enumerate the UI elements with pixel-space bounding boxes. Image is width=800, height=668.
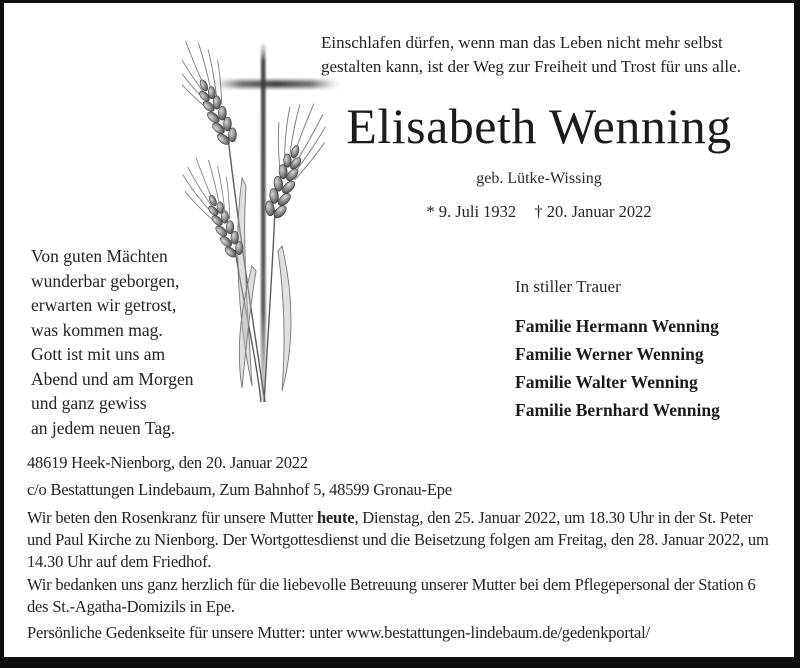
- poem-line: Abend und am Morgen: [31, 368, 194, 389]
- life-dates: [304, 202, 774, 222]
- family-name: Familie Werner Wenning: [515, 344, 704, 364]
- obituary-paper: [4, 3, 794, 657]
- rosary-text-start: Wir beten den Rosenkranz für unsere Mutter: [27, 508, 317, 527]
- thanks-paragraph: Wir bedanken uns ganz herzlich für die liebevolle Betreuung unserer Mutter bei dem Pflegepersonal der Station 6 des St.-Agatha-Domizils in Epe.: [27, 575, 756, 616]
- maiden-name: geb. Lütke-Wissing: [476, 170, 602, 187]
- poem-line: was kommen mag.: [31, 319, 163, 340]
- deceased-name: Elisabeth Wenning: [346, 98, 732, 154]
- poem-line: und ganz gewiss: [31, 393, 147, 413]
- family-list: [515, 312, 775, 424]
- poem-line: an jedem neuen Tag.: [31, 417, 176, 438]
- poem: [31, 244, 221, 440]
- poem-line: Gott ist mit uns am: [31, 344, 166, 364]
- epigraph-line: Einschlafen dürfen, wenn man das Leben nicht mehr selbst: [321, 33, 723, 52]
- birth-date: * 9. Juli 1932: [426, 202, 517, 221]
- mourning-section: [515, 277, 775, 424]
- rosary-text-bold: heute: [316, 508, 355, 527]
- poem-line: erwarten wir getrost,: [31, 295, 177, 315]
- care-of-address: c/o Bestattungen Lindebaum, Zum Bahnhof 5, 48599 Gronau-Epe: [27, 480, 452, 499]
- memorial-page-note: Persönliche Gedenkseite für unsere Mutter: unter www.bestattungen-lindebaum.de/gedenkportal/: [27, 623, 650, 642]
- poem-line: wunderbar geborgen,: [31, 270, 180, 291]
- family-name: Familie Hermann Wenning: [515, 316, 719, 336]
- family-name: Familie Bernhard Wenning: [515, 400, 720, 420]
- death-date: † 20. Januar 2022: [534, 202, 652, 221]
- poem-line: Von guten Mächten: [31, 246, 168, 266]
- family-name: Familie Walter Wenning: [515, 372, 698, 392]
- epigraph-line: gestalten kann, ist der Weg zur Freiheit und Trost für uns alle.: [321, 57, 741, 76]
- mourning-heading: In stiller Trauer: [515, 277, 621, 296]
- rosary-announcement: [27, 507, 777, 573]
- rosary-text-end: , Dienstag, den 25. Januar 2022, um 18.30 Uhr in der St. Peter und Paul Kirche zu Nienborg. Der Wortgottesdienst und die Beisetzung folgen am Freitag, den 28. Januar 2022, um 14.30 Uhr auf dem Friedhof.: [27, 508, 769, 571]
- place-dateline: 48619 Heek-Nienborg, den 20. Januar 2022: [27, 453, 308, 472]
- epigraph: [321, 31, 781, 79]
